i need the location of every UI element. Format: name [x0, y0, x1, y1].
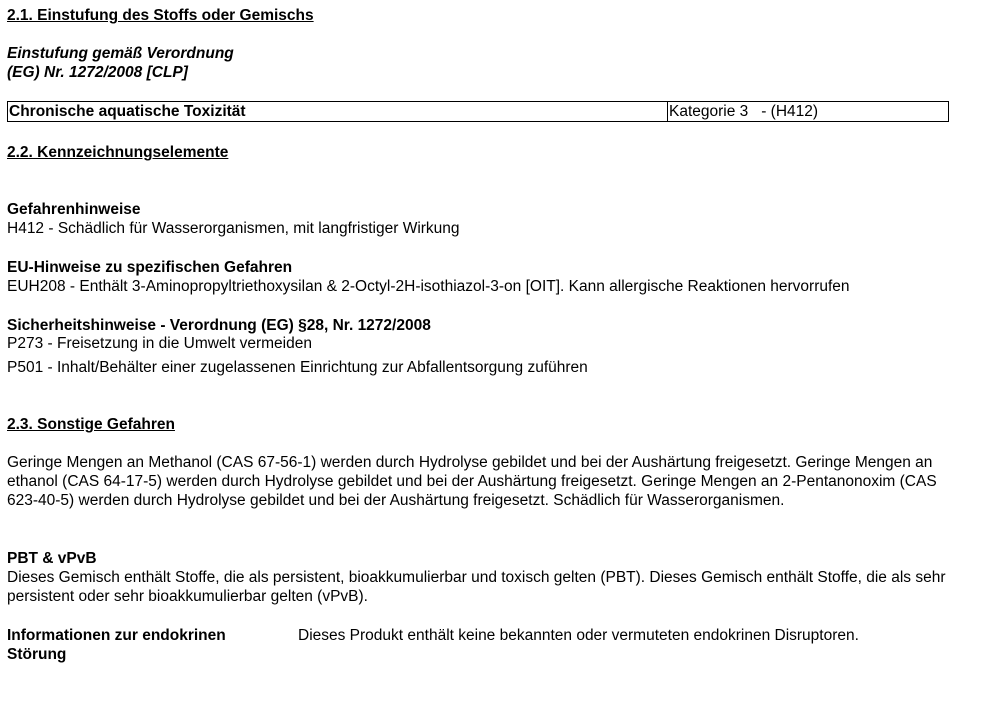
endocrine-label-line1: Informationen zur endokrinen [7, 627, 226, 644]
eu-statements-title: EU-Hinweise zu spezifischen Gefahren [7, 259, 293, 276]
pbt-vpvb-text: Dieses Gemisch enthält Stoffe, die als persistent, bioakkumulierbar und toxisch gelten (PBT). Dieses Gemisch enthält Stoffe, die als sehr persistent oder sehr bioakkumulierbar gelten (vPvB). [7, 569, 946, 605]
section-2-1-heading: 2.1. Einstufung des Stoffs oder Gemischs [7, 7, 314, 24]
hazard-category-cell: Kategorie 3 - (H412) [669, 103, 819, 120]
precautionary-statement-p273: P273 - Freisetzung in die Umwelt vermeiden [7, 335, 312, 352]
hazard-statement-h412: H412 - Schädlich für Wasserorganismen, mit langfristiger Wirkung [7, 220, 460, 237]
section-2-2-heading: 2.2. Kennzeichnungselemente [7, 144, 229, 161]
precautionary-statement-p501: P501 - Inhalt/Behälter einer zugelassenen Einrichtung zur Abfallentsorgung zuführen [7, 359, 588, 376]
classification-table [7, 101, 949, 122]
hazard-class-cell: Chronische aquatische Toxizität [8, 102, 668, 121]
other-hazards-text: Geringe Mengen an Methanol (CAS 67-56-1) werden durch Hydrolyse gebildet und bei der Aushärtung freigesetzt. Geringe Mengen an ethanol (CAS 64-17-5) werden durch Hydrolyse gebildet und bei der Aushärtung freigesetzt. Geringe Mengen an 2-Pentanonoxim (CAS 623-40-5) werden durch Hydrolyse gebildet und bei der Aushärtung freigesetzt. Schädlich für Wasserorganismen. [7, 454, 937, 509]
section-2-3-heading: 2.3. Sonstige Gefahren [7, 416, 175, 433]
endocrine-label-line2: Störung [7, 646, 67, 663]
hazard-statements-title: Gefahrenhinweise [7, 201, 141, 218]
pbt-vpvb-title: PBT & vPvB [7, 550, 97, 567]
precautionary-statements-title: Sicherheitshinweise - Verordnung (EG) §28, Nr. 1272/2008 [7, 317, 431, 334]
classification-subheading-line2: (EG) Nr. 1272/2008 [CLP] [7, 64, 188, 81]
classification-subheading-line1: Einstufung gemäß Verordnung [7, 45, 234, 62]
eu-statement-euh208: EUH208 - Enthält 3-Aminopropyltriethoxysilan & 2-Octyl-2H-isothiazol-3-on [OIT]. Kann allergische Reaktionen hervorrufen [7, 278, 850, 295]
endocrine-text: Dieses Produkt enthält keine bekannten oder vermuteten endokrinen Disruptoren. [298, 627, 859, 644]
